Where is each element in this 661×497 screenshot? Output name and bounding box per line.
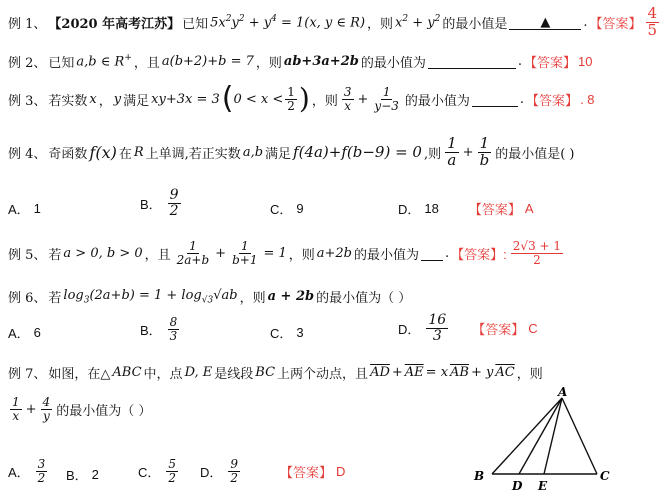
q2-row: 例 2、 已知 a,b ∈ R+ ，且 a(b+2)+b = 7 ，则 ab+3a+2b 的最小值为 . 【答案】 10	[8, 53, 593, 71]
q7-row2: $\frac{1}{x}$ + $\frac{4}{y}$ 的最小值为（ ）	[12, 395, 152, 423]
q5-row: 例 5、 若 a > 0, b > 0 ，且 $\frac{1}{2a+b}$ + $\frac{1}{b+1}$ = 1 ，则 a+2b 的最小值为 . 【答案】: $\frac{2√3 + 1}{2}$	[8, 239, 562, 267]
q5-answer-frac: $\frac{2√3 + 1}{2}$	[512, 239, 562, 267]
q3-answer: . 8	[580, 91, 595, 107]
q6-target: a + 2b	[267, 289, 315, 304]
q1-cond: $5x^2y^2 + y^4 = 1(x$, y ∈ R)	[210, 14, 366, 31]
q7-option-c[interactable]: C． $\frac{5}{2}$	[138, 457, 177, 485]
q6-option-c[interactable]: C． 3	[270, 325, 304, 341]
q4-frac1: $\frac{1}{a}$	[447, 134, 457, 169]
q7-option-a[interactable]: A． $\frac{3}{2}$	[8, 457, 46, 485]
q7-mid3: 上两个动点，且	[277, 367, 369, 382]
q2-expr: a(b+2)+b = 7	[161, 54, 254, 69]
q4-option-a[interactable]: A． 1	[8, 201, 41, 217]
q3-v2: y	[113, 91, 122, 107]
q7-vec-ae: $\overline{AE}$	[404, 365, 424, 380]
q6-row	[8, 287, 411, 306]
q6-answer: C	[528, 320, 538, 336]
q2-label: 例 2、	[8, 56, 47, 71]
q5-blank	[421, 246, 443, 261]
q3-cases: ( 0 < x < $\frac{1}{2}$ )	[221, 81, 310, 116]
q4-row: 例 4、 奇函数 f(x) 在 R 上单调,若正实数 a,b 满足 f(4a)+f(b−9) = 0 ,则 $\frac{1}{a}$ + $\frac{1}{b}$ 的最小值是( )	[8, 134, 575, 169]
q2-tail: 的最小值为	[360, 56, 426, 71]
q7-tail: ，则	[516, 367, 543, 382]
q3-expr: xy+3x = 3	[151, 91, 220, 107]
side-ac	[562, 398, 597, 474]
q6-answer-label: 【答案】	[472, 321, 525, 337]
q4-vars: a,b	[242, 144, 264, 160]
q6-option-d[interactable]: D． $\frac{16}{3}$ 【答案】 C	[398, 312, 538, 344]
q5-frac2: $\frac{1}{b+1}$	[232, 239, 258, 267]
q5-mid: ，且	[144, 247, 171, 263]
q2-answer-label: 【答案】	[523, 55, 576, 70]
q7-frac1: $\frac{1}{x}$	[12, 395, 20, 423]
q4-mid3: 满足	[265, 146, 292, 162]
q5-frac1: $\frac{1}{2a+b}$	[176, 239, 210, 267]
q7-vec-ad: $\overline{AD}$	[370, 365, 390, 380]
q3-answer-label: 【答案】	[526, 92, 579, 108]
q1-mid: ，则	[367, 16, 394, 32]
q7-vec-ac: $\overline{AC}$	[495, 365, 515, 380]
q7-mid2: 是线段	[214, 367, 254, 382]
q4-option-d[interactable]: D． 18 【答案】 A	[398, 201, 534, 217]
q7-row: 例 7、 如图，在△ ABC 中，点 D, E 是线段 BC 上两个动点，且 $\overline{AD}$ + $\overline{AE}$ = x $\overline{AB}$ + y $\overline{AC}$ ，则	[8, 365, 543, 382]
q4-option-c[interactable]: C． 9	[270, 201, 304, 217]
q4-option-b[interactable]: B． $\frac{9}{2}$	[140, 187, 179, 219]
q7-tail2: 的最小值为（ ）	[56, 403, 152, 419]
q2-pre: 已知	[48, 56, 75, 71]
q3-pre: 若实数	[48, 93, 88, 109]
q4-fx: f(x)	[89, 142, 117, 162]
q2-mid: ，且	[133, 56, 160, 71]
q5-pre: 若	[48, 247, 62, 263]
q3-blank	[472, 92, 518, 107]
q4-pre: 奇函数	[48, 146, 88, 162]
q5-answer-label: 【答案】:	[451, 246, 507, 262]
q7-answer-label: 【答案】	[280, 464, 333, 480]
right-paren-icon: )	[298, 82, 310, 115]
q3-frac2: $\frac{1}{y-3}$	[374, 84, 399, 113]
segment-ad	[519, 398, 562, 474]
vertex-c-label: C	[600, 469, 610, 483]
side-ab	[492, 398, 562, 474]
q1-row: 例 1、 【2020 年高考江苏】 已知 $5x^2y^2 + y^4 = 1(x$, y ∈ R) ，则 $x^2 + y^2$ 的最小值是 ▲ . 【答案】 $\frac{4}{5}$	[8, 4, 658, 39]
q3-mid2: ，则	[311, 93, 338, 109]
q1-target: $x^2 + y^2$	[395, 14, 441, 31]
point-e-label: E	[538, 479, 548, 493]
q7-option-d[interactable]: D． $\frac{9}{2}$ 【答案】 D	[200, 457, 346, 485]
q3-mid: 满足	[123, 93, 150, 109]
q2-mid2: ，则	[255, 56, 282, 71]
q6-option-a[interactable]: A． 6	[8, 325, 41, 341]
q4-label: 例 4、	[8, 146, 47, 162]
q6-mid: ，则	[239, 291, 266, 306]
q7-pts: D, E	[184, 365, 213, 380]
q5-target: a+2b	[316, 245, 353, 261]
q7-pre: 如图，在△	[48, 367, 111, 382]
q4-mid4: ,则	[423, 146, 442, 162]
q5-label: 例 5、	[8, 247, 47, 263]
q4-answer: A	[524, 201, 534, 216]
q6-pre: 若	[48, 291, 62, 306]
q2-target: ab+3a+2b	[283, 54, 359, 69]
q4-mid: 在	[118, 146, 132, 162]
vertex-a-label: A	[558, 385, 568, 399]
q1-source: 【2020 年高考江苏】	[48, 16, 181, 32]
q5-mid2: ，则	[288, 247, 315, 263]
q1-label: 例 1、	[8, 16, 47, 32]
q3-frac1: $\frac{3}{x}$	[343, 84, 352, 113]
q4-R: R	[133, 144, 144, 160]
segment-ae	[544, 398, 562, 474]
q5-cond: a > 0, b > 0	[63, 245, 143, 261]
q1-pre: 已知	[182, 16, 209, 32]
q2-vars: a,b ∈ R+	[76, 53, 132, 70]
q1-tail: 的最小值是	[442, 16, 508, 32]
q7-tri: ABC	[112, 365, 142, 380]
q3-tail: 的最小值为	[404, 93, 470, 109]
q1-answer-frac: $\frac{4}{5}$	[647, 4, 658, 39]
q1-blank	[509, 15, 581, 30]
q7-mid: 中，点	[143, 367, 183, 382]
q3-sep: ，	[98, 93, 112, 109]
q3-row: 例 3、 若实数 x ， y 满足 xy+3x = 3 ( 0 < x < $\frac{1}{2}$ ) ，则 $\frac{3}{x}$ + $\frac{1}{y-3}$ 的最小值为 . 【答案】 . 8	[8, 81, 595, 116]
q2-answer: 10	[578, 54, 593, 69]
vertex-b-label: B	[474, 469, 485, 483]
q7-vec-ab: $\overline{AB}$	[450, 365, 469, 380]
left-paren-icon: (	[221, 81, 234, 116]
q7-frac2: $\frac{4}{y}$	[42, 395, 51, 423]
q7-label: 例 7、	[8, 367, 47, 382]
q1-answer-label: 【答案】	[589, 15, 642, 31]
q3-case-frac: $\frac{1}{2}$	[287, 84, 295, 113]
q6-tail: 的最小值为（ ）	[316, 291, 412, 306]
q2-blank	[428, 54, 516, 69]
q7-seg: BC	[255, 365, 276, 380]
q4-tail: 的最小值是( )	[495, 146, 575, 162]
q7-answer: D	[336, 463, 346, 479]
q6-label: 例 6、	[8, 291, 47, 306]
q5-tail: 的最小值为	[354, 247, 420, 263]
q4-mid2: 上单调,若正实数	[145, 146, 241, 162]
q6-expr: $\log_3(2a+b) = 1 + \log_{√3}√ab$	[63, 287, 238, 306]
q4-expr: f(4a)+f(b−9) = 0	[293, 143, 422, 162]
q3-label: 例 3、	[8, 93, 47, 109]
point-d-label: D	[512, 479, 523, 493]
q4-frac2: $\frac{1}{b}$	[479, 134, 490, 169]
triangle-mark-icon: ▲	[540, 14, 551, 30]
q4-answer-label: 【答案】	[468, 202, 521, 217]
triangle-figure	[472, 386, 622, 496]
q7-option-b[interactable]: B． 2	[66, 467, 99, 483]
q3-v1: x	[89, 91, 97, 107]
q6-option-b[interactable]: B． $\frac{8}{3}$	[140, 315, 178, 343]
